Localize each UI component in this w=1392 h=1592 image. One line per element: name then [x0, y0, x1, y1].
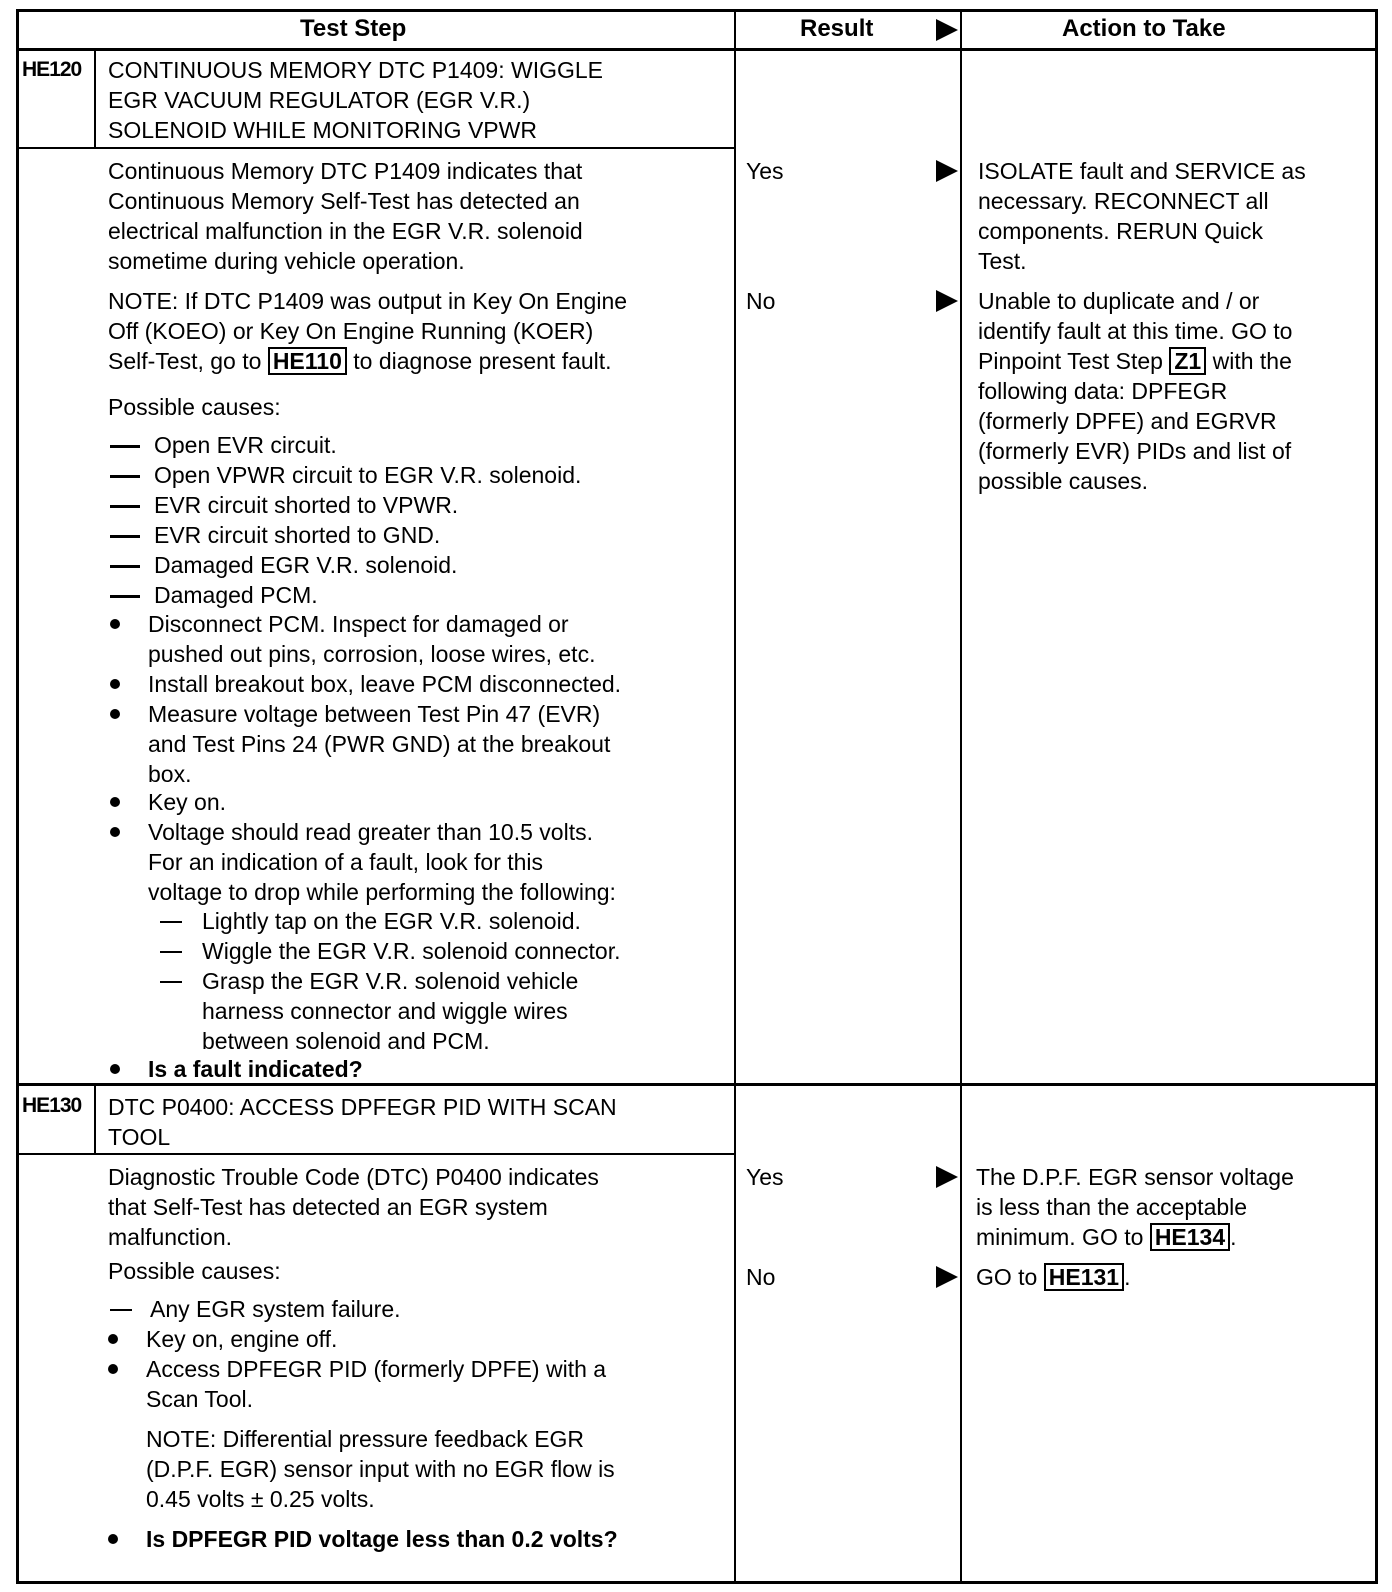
he120-step-3-line-1: Measure voltage between Test Pin 47 (EVR) [148, 701, 601, 727]
he130-title-line-1: DTC P0400: ACCESS DPFEGR PID WITH SCAN [108, 1094, 617, 1120]
he130-note-3: 0.45 volts ± 0.25 volts. [146, 1486, 375, 1512]
he130-step-1: Key on, engine off. [146, 1326, 338, 1352]
he120-intro-1: Continuous Memory DTC P1409 indicates that [108, 158, 583, 184]
he130-no-arrow-icon [936, 1266, 958, 1288]
he130-causes-label: Possible causes: [108, 1258, 281, 1284]
he120-causes-label: Possible causes: [108, 394, 281, 420]
sub-dash-icon [110, 1309, 132, 1311]
he120-no-action-6: (formerly EVR) PIDs and list of [978, 438, 1292, 464]
he120-cause-5-text: Damaged EGR V.R. solenoid. [154, 552, 458, 578]
bullet-icon [108, 1534, 118, 1544]
he120-sub-3-line-3: between solenoid and PCM. [202, 1028, 490, 1054]
he120-cause-4 [110, 520, 440, 550]
he130-step-number: HE130 [22, 1094, 82, 1117]
bullet-icon [110, 709, 120, 719]
he120-no-action-2: identify fault at this time. GO to [978, 318, 1293, 344]
he120-no-action-3 [978, 346, 1292, 376]
he130-intro-1: Diagnostic Trouble Code (DTC) P0400 indicates [108, 1164, 599, 1190]
he120-yes-action-2: necessary. RECONNECT all [978, 188, 1269, 214]
he130-yes-action-1: The D.P.F. EGR sensor voltage [976, 1164, 1294, 1190]
he130-question: Is DPFEGR PID voltage less than 0.2 volts? [146, 1526, 618, 1552]
he120-cause-3 [110, 490, 458, 520]
he120-sub-1: Lightly tap on the EGR V.R. solenoid. [202, 908, 581, 934]
he120-yes-action-1: ISOLATE fault and SERVICE as [978, 158, 1306, 184]
he130-title-line-2: TOOL [108, 1124, 171, 1150]
rule-bottom [16, 1581, 1378, 1584]
he120-cause-1-text: Open EVR circuit. [154, 432, 337, 458]
rule-he130-title-bottom [16, 1153, 736, 1155]
he130-intro-3: malfunction. [108, 1224, 233, 1250]
he120-sub-3-line-1: Grasp the EGR V.R. solenoid vehicle [202, 968, 579, 994]
bullet-icon [108, 1364, 118, 1374]
dash-icon [110, 475, 140, 478]
he130-note-2: (D.P.F. EGR) sensor input with no EGR flow is [146, 1456, 615, 1482]
he120-note-3-post: to diagnose present fault. [346, 348, 612, 374]
he120-no-action-5: (formerly DPFE) and EGRVR [978, 408, 1277, 434]
he120-intro-3: electrical malfunction in the EGR V.R. solenoid [108, 218, 583, 244]
he120-cause-5 [110, 550, 457, 580]
he130-note-1: NOTE: Differential pressure feedback EGR [146, 1426, 585, 1452]
bullet-icon [108, 1334, 118, 1344]
he120-no-action-4: following data: DPFEGR [978, 378, 1228, 404]
bullet-icon [110, 827, 120, 837]
dash-icon [110, 445, 140, 448]
dash-icon [110, 505, 140, 508]
he120-step-5-line-2: For an indication of a fault, look for this [148, 849, 544, 875]
he130-cause-1: Any EGR system failure. [150, 1296, 401, 1322]
sub-dash-icon [160, 921, 182, 923]
bullet-icon [110, 797, 120, 807]
bullet-icon [110, 619, 120, 629]
header-result: Result [800, 15, 874, 42]
he130-result-no: No [746, 1264, 776, 1290]
rule-he130-stepcol [94, 1086, 96, 1155]
he120-intro-2: Continuous Memory Self-Test has detected an [108, 188, 580, 214]
he130-no-action [976, 1262, 1130, 1292]
he120-yes-arrow-icon [936, 160, 958, 182]
he120-note-3-pre: Self-Test, go to [108, 348, 268, 374]
he130-yes-action-3 [976, 1222, 1237, 1252]
he120-title-line-2: EGR VACUUM REGULATOR (EGR V.R.) [108, 87, 531, 113]
he120-yes-action-3: components. RERUN Quick [978, 218, 1264, 244]
he120-no-action-3-post: with the [1206, 348, 1292, 374]
he130-ref-he134-link[interactable]: HE134 [1150, 1223, 1230, 1251]
he120-cause-2-text: Open VPWR circuit to EGR V.R. solenoid. [154, 462, 582, 488]
he130-step-2-line-2: Scan Tool. [146, 1386, 253, 1412]
he130-no-action-pre: GO to [976, 1264, 1044, 1290]
he120-no-action-3-pre: Pinpoint Test Step [978, 348, 1170, 374]
he120-result-yes: Yes [746, 158, 784, 184]
he120-step-4-line-1: Key on. [148, 789, 226, 815]
he120-no-action-7: possible causes. [978, 468, 1149, 494]
he120-step-number: HE120 [22, 58, 82, 81]
he130-yes-action-3-pre: minimum. GO to [976, 1224, 1150, 1250]
he120-question: Is a fault indicated? [148, 1056, 363, 1082]
he120-ref-he110-link[interactable]: HE110 [268, 347, 347, 375]
he120-title-line-3: SOLENOID WHILE MONITORING VPWR [108, 117, 537, 143]
rule-right [1375, 9, 1378, 1584]
he120-step-5-line-1: Voltage should read greater than 10.5 volts. [148, 819, 593, 845]
he120-yes-action-4: Test. [978, 248, 1027, 274]
he120-step-2-line-1: Install breakout box, leave PCM disconnected. [148, 671, 622, 697]
he120-cause-2 [110, 460, 581, 490]
he120-cause-4-text: EVR circuit shorted to GND. [154, 522, 441, 548]
he130-yes-action-3-post: . [1230, 1224, 1237, 1250]
he130-yes-action-2: is less than the acceptable [976, 1194, 1248, 1220]
he120-no-action-1: Unable to duplicate and / or [978, 288, 1260, 314]
he120-title-line-1: CONTINUOUS MEMORY DTC P1409: WIGGLE [108, 57, 604, 83]
he130-no-action-post: . [1124, 1264, 1131, 1290]
he120-note-1: NOTE: If DTC P1409 was output in Key On Engine [108, 288, 628, 314]
he130-yes-arrow-icon [936, 1166, 958, 1188]
he130-ref-he131-link[interactable]: HE131 [1044, 1263, 1124, 1291]
rule-he120-title-bottom [16, 147, 736, 149]
sub-dash-icon [160, 951, 182, 953]
dash-icon [110, 535, 140, 538]
rule-left [16, 9, 19, 1584]
he130-result-yes: Yes [746, 1164, 784, 1190]
he120-step-3-line-3: box. [148, 761, 192, 787]
sub-dash-icon [160, 981, 182, 983]
rule-col-teststep [734, 9, 736, 1584]
he120-ref-z1-link[interactable]: Z1 [1169, 347, 1206, 375]
he120-sub-3-line-2: harness connector and wiggle wires [202, 998, 568, 1024]
he120-step-5-line-3: voltage to drop while performing the following: [148, 879, 616, 905]
header-action: Action to Take [1062, 15, 1226, 42]
he120-step-3-line-2: and Test Pins 24 (PWR GND) at the breakout [148, 731, 611, 757]
bullet-icon [110, 1064, 120, 1074]
dash-icon [110, 565, 140, 568]
he130-intro-2: that Self-Test has detected an EGR system [108, 1194, 548, 1220]
he120-cause-1 [110, 430, 337, 460]
dash-icon [110, 595, 140, 598]
rule-he120-stepcol [94, 51, 96, 149]
he120-cause-6 [110, 580, 318, 610]
header-arrow-icon [936, 19, 958, 41]
he120-note-3 [108, 346, 612, 376]
he120-cause-3-text: EVR circuit shorted to VPWR. [154, 492, 459, 518]
he120-cause-6-text: Damaged PCM. [154, 582, 318, 608]
he130-step-2-line-1: Access DPFEGR PID (formerly DPFE) with a [146, 1356, 607, 1382]
rule-col-action [960, 9, 962, 1584]
he120-sub-2: Wiggle the EGR V.R. solenoid connector. [202, 938, 621, 964]
rule-header-bottom [16, 48, 1378, 51]
header-test-step: Test Step [300, 15, 407, 42]
he120-step-1-line-2: pushed out pins, corrosion, loose wires, etc. [148, 641, 596, 667]
he120-result-no: No [746, 288, 776, 314]
he120-note-2: Off (KOEO) or Key On Engine Running (KOER) [108, 318, 594, 344]
bullet-icon [110, 679, 120, 689]
he120-intro-4: sometime during vehicle operation. [108, 248, 465, 274]
he120-step-1-line-1: Disconnect PCM. Inspect for damaged or [148, 611, 569, 637]
rule-top [16, 9, 1378, 12]
he120-no-arrow-icon [936, 290, 958, 312]
